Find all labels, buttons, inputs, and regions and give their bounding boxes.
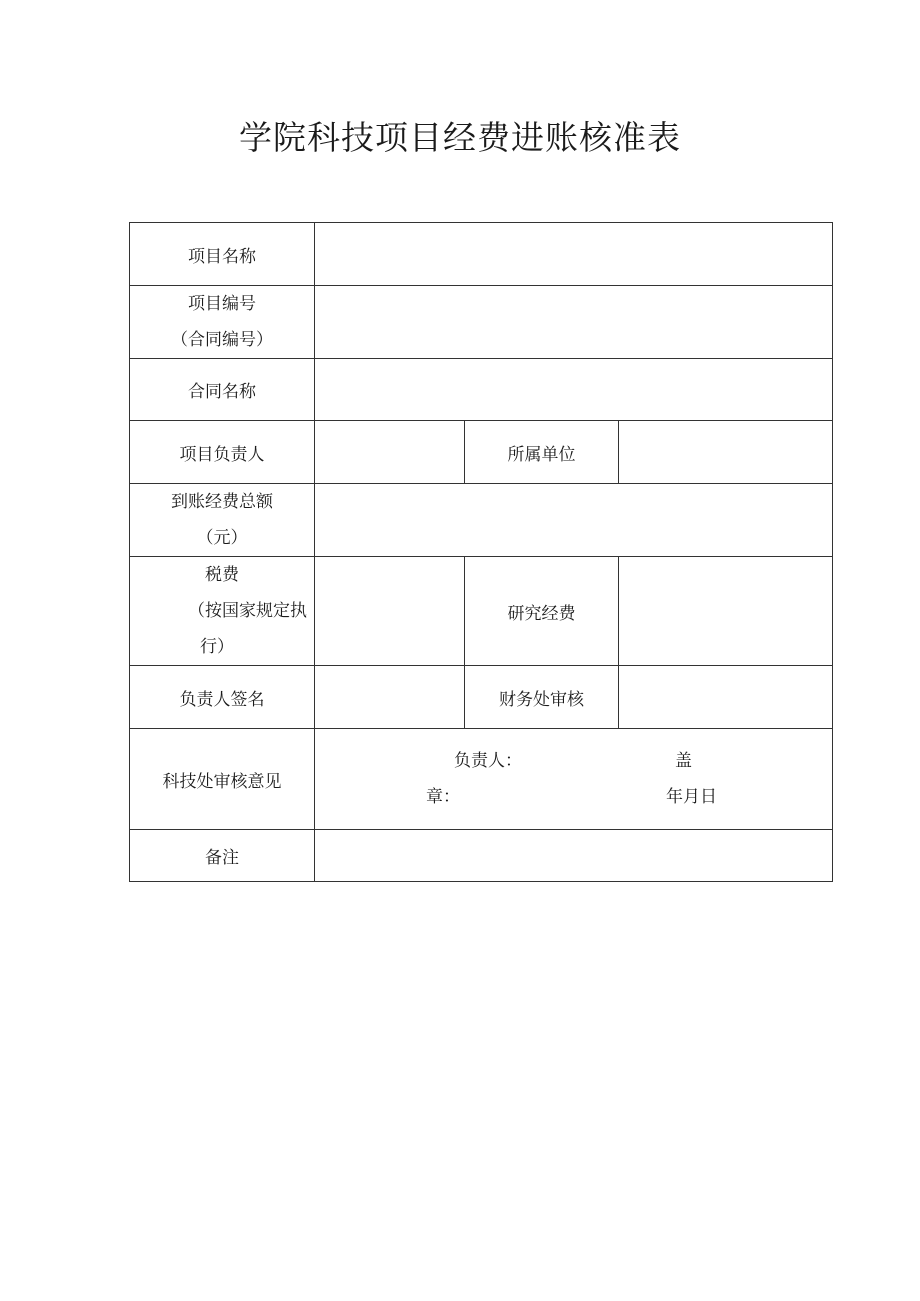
row-total-amount [130,484,833,557]
review-leader-label: 负责人： [454,751,522,771]
document-title: 学院科技项目经费进账核准表 [239,118,681,157]
review-seal-label-part2: 章： [426,787,460,807]
project-number-label [130,286,315,359]
research-funds-label: 研究经费 [465,557,619,666]
row-project-number [130,286,833,359]
tax-label-line1: 税费 [205,565,239,585]
total-amount-field[interactable] [315,484,833,557]
review-date-label: 年月日 [666,787,717,807]
row-sci-tech-review [130,729,833,830]
project-number-label-line2: （合同编号） [171,330,273,350]
project-number-label-line1: 项目编号 [188,294,256,314]
sci-tech-review-field[interactable] [315,729,833,830]
row-tax-research [130,557,833,666]
research-funds-field[interactable] [619,557,833,666]
total-amount-label-line1: 到账经费总额 [171,492,273,512]
row-leader-unit [130,421,833,484]
total-amount-label-line2: （元） [196,528,248,548]
total-amount-label [130,484,315,557]
project-leader-field[interactable] [315,421,465,484]
finance-review-field[interactable] [619,666,833,729]
affiliated-unit-field[interactable] [619,421,833,484]
remarks-field[interactable] [315,830,833,882]
review-signature-block [315,729,832,829]
row-signature-finance [130,666,833,729]
leader-signature-field[interactable] [315,666,465,729]
leader-signature-label: 负责人签名 [130,666,315,729]
project-leader-label: 项目负责人 [130,421,315,484]
affiliated-unit-label: 所属单位 [465,421,619,484]
tax-field[interactable] [315,557,465,666]
approval-form-table [129,222,833,882]
project-number-field[interactable] [315,286,833,359]
row-project-name [130,223,833,286]
project-name-label: 项目名称 [130,223,315,286]
tax-label-line3: 行） [200,637,234,657]
review-seal-label-part1: 盖 [675,751,692,771]
tax-label [130,557,315,666]
contract-name-field[interactable] [315,359,833,421]
tax-label-line2: （按国家规定执 [188,601,307,621]
contract-name-label: 合同名称 [130,359,315,421]
row-contract-name [130,359,833,421]
remarks-label: 备注 [130,830,315,882]
finance-review-label: 财务处审核 [465,666,619,729]
row-remarks [130,830,833,882]
project-name-field[interactable] [315,223,833,286]
sci-tech-review-label: 科技处审核意见 [130,729,315,830]
